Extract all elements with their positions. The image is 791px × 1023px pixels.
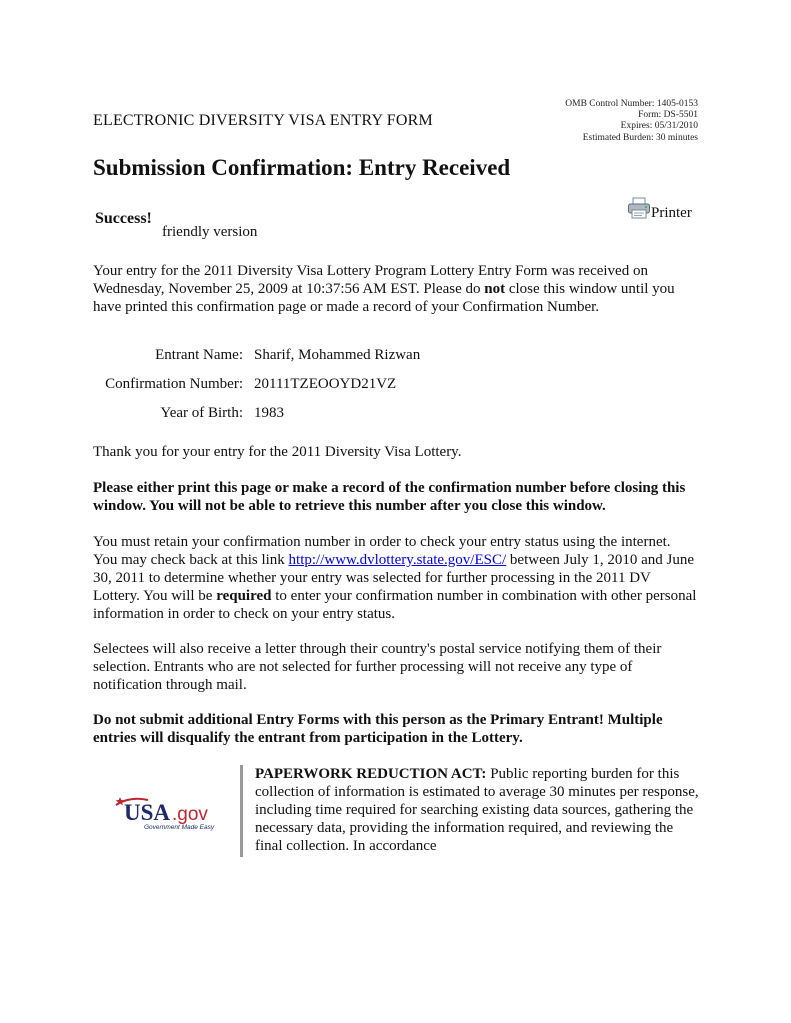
form-number: Form: DS-5501 bbox=[638, 110, 698, 121]
success-label: Success! bbox=[95, 210, 152, 227]
retain-text-2: between July 1, 2010 and June 30, 2011 to determine whether your entry was selected for further processing in the 2011 DV Lottery. You will be bbox=[93, 552, 695, 604]
status-check-link[interactable]: http://www.dvlottery.state.gov/ESC/ bbox=[288, 552, 507, 568]
retain-emphasis: required bbox=[216, 588, 272, 604]
paperwork-reduction-act bbox=[240, 765, 700, 857]
printer-icon bbox=[627, 197, 651, 224]
entrant-name-value: Sharif, Mohammed Rizwan bbox=[254, 347, 421, 363]
warning-paragraph: Please either print this page or make a record of the confirmation number before closing this window. You will not be able to retrieve this number after you close this window. bbox=[93, 480, 686, 514]
entrant-name-label: Entrant Name: bbox=[155, 347, 243, 363]
omb-block bbox=[565, 99, 698, 144]
entrant-info bbox=[93, 341, 698, 428]
year-of-birth-row bbox=[93, 399, 698, 428]
year-of-birth-label: Year of Birth: bbox=[160, 405, 243, 421]
intro-text-end: close this window until you have printed this confirmation page or made a record of your Confirmation Number. bbox=[93, 281, 675, 315]
printer-friendly-link[interactable] bbox=[627, 197, 692, 224]
pra-title: PAPERWORK REDUCTION ACT: bbox=[255, 766, 487, 782]
intro-emphasis: not bbox=[484, 281, 506, 297]
friendly-version-label[interactable]: friendly version bbox=[162, 224, 258, 240]
page-title: Submission Confirmation: Entry Received bbox=[93, 155, 511, 180]
do-not-submit-paragraph: Do not submit additional Entry Forms with this person as the Primary Entrant! Multiple entries will disqualify the entrant from participation in the Lottery. bbox=[93, 712, 663, 746]
printer-link-label: Printer bbox=[651, 205, 692, 221]
retain-text-3: to enter your confirmation number in combination with other personal information in order to check on your entry status. bbox=[93, 588, 697, 622]
logo-tagline: Government Made Easy bbox=[144, 824, 215, 831]
confirmation-number-label: Confirmation Number: bbox=[105, 376, 243, 392]
form-title: ELECTRONIC DIVERSITY VISA ENTRY FORM bbox=[93, 112, 433, 129]
year-of-birth-value: 1983 bbox=[254, 405, 284, 421]
logo-gov: .gov bbox=[172, 804, 208, 825]
logo-main: USA bbox=[124, 800, 171, 825]
confirmation-number-value: 20111TZEOOYD21VZ bbox=[254, 376, 397, 392]
selectees-paragraph: Selectees will also receive a letter through their country's postal service notifying them of their selection. Entrants who are not selected for further processing will not receive any type of notification through mail. bbox=[93, 641, 662, 693]
expiration-date: Expires: 05/31/2010 bbox=[620, 121, 698, 132]
confirmation-number-row bbox=[93, 370, 698, 399]
retain-text-1: You must retain your confirmation number in order to check your entry status using the internet. You may check back at this link bbox=[93, 534, 671, 568]
intro-paragraph bbox=[93, 262, 698, 316]
estimated-burden: Estimated Burden: 30 minutes bbox=[582, 132, 698, 143]
omb-control-number: OMB Control Number: 1405-0153 bbox=[565, 99, 698, 109]
entrant-name-row bbox=[93, 341, 698, 370]
usa-gov-logo[interactable] bbox=[114, 793, 226, 833]
pra-paragraph bbox=[255, 765, 700, 855]
thanks-paragraph: Thank you for your entry for the 2011 Diversity Visa Lottery. bbox=[93, 444, 462, 460]
pra-body: Public reporting burden for this collection of information is estimated to average 30 minutes per response, including time required for searching existing data sources, gathering the necessary data, providing the information required, and reviewing the final collection. In accordance bbox=[255, 766, 699, 854]
intro-text: Your entry for the 2011 Diversity Visa Lottery Program Lottery Entry Form was received on Wednesday, November 25, 2009 at 10:37:56 AM EST. Please do bbox=[93, 263, 648, 297]
retain-paragraph bbox=[93, 533, 698, 623]
